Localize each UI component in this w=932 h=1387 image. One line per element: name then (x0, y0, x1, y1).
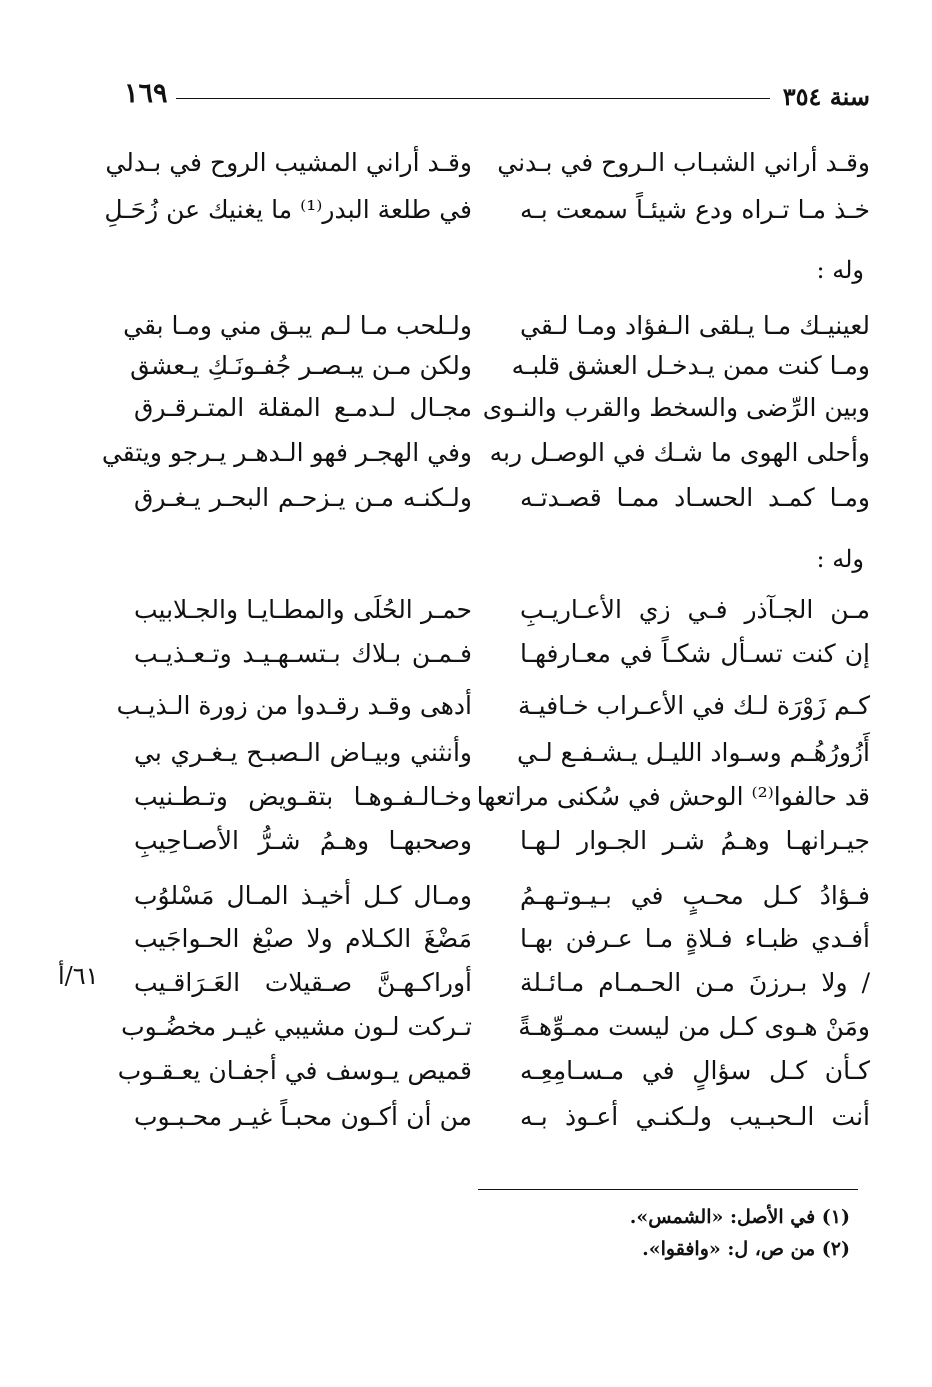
verse-first-hemistich: أَزُورُهُـم وسـواد الليـل يـشـفـع لـي (516, 738, 870, 767)
verse-first-hemistich: كـأن كـل سؤالٍ في مـسـامِعِـه (520, 1056, 870, 1085)
manuscript-folio-marker: ٦١/أ (58, 962, 99, 990)
verse-first-hemistich: لعينيـك مـا يـلقى الـفؤاد ومـا لـقي (520, 311, 870, 340)
verse-second-hemistich: حمـر الحُلَى والمطـايـا والجـلابيب (134, 595, 472, 624)
verse-second-hemistich: مَضْغَ الكـلام ولا صبْغ الحـواجَيب (134, 924, 472, 953)
verse-first-hemistich: وبين الرِّضى والسخط والقرب والنـوى (482, 393, 870, 422)
verse-second-hemistich: فـمـن بـلاك بـتسـهـيـد وتـعـذيـب (134, 639, 472, 668)
verse-first-hemistich: خـذ مـا تـراه ودع شيئـاً سمعت بـه (520, 195, 870, 224)
verse-second-hemistich: وخـالـفـوهـا بتقـويض وتـطـنيب (134, 782, 472, 811)
verse-second-hemistich: وأنثني وبيـاض الـصبـح يـغـري بي (134, 738, 472, 767)
verse-second-hemistich: مجـال لـدمـع المقلة المتـرقـرق (134, 393, 472, 422)
verse-second-hemistich: أوراكـهـنَّ صـقيلات العَـرَاقـيب (134, 968, 472, 997)
verse-first-hemistich: ومَنْ هـوى كـل من ليست ممـوِّهـةً (518, 1012, 870, 1041)
verse-first-hemistich: كـم زَوْرَة لـك في الأعـراب خـافيـة (517, 691, 870, 720)
verse-first-hemistich: وأحلى الهوى ما شـك في الوصـل ربه (489, 438, 870, 467)
verse-first-hemistich: فـؤادُ كـل محـبٍ في بـيـوتـهـمُ (520, 881, 870, 910)
verse-second-hemistich: من أن أكـون محبـاً غيـر محـبـوب (134, 1102, 472, 1131)
verse-second-hemistich: وقـد أراني المشيب الروح في بـدلي (105, 148, 472, 177)
verse-second-hemistich: وصحبهـا وهـمُ شـرُّ الأصـاحِيبِ (134, 826, 472, 855)
running-title: سنة ٣٥٤ (782, 82, 870, 111)
page-number: ١٦٩ (124, 78, 168, 109)
verse-first-hemistich: جيـرانهـا وهـمُ شـر الجـوار لـهـا (520, 826, 870, 855)
verse-first-hemistich: ومـا كمـد الحسـاد ممـا قصـدتـه (520, 483, 870, 512)
verse-first-hemistich: أفـدي ظبـاء فـلاةٍ مـا عـرفن بهـا (520, 924, 870, 953)
verse-first-hemistich: قد حالفوا⁽²⁾ الوحش في سُكنى مراتعها (476, 782, 870, 811)
verse-first-hemistich: أنت الـحبـيب ولـكنـي أعـوذ بـه (520, 1102, 870, 1131)
header-rule (176, 98, 770, 99)
verse-second-hemistich: ولكن مـن يبـصـر جُفـونَـكِ يـعشق (130, 351, 472, 380)
page-header (110, 78, 870, 118)
verse-first-hemistich: مـن الجـآذر فـي زي الأعـاريـبِ (520, 595, 870, 624)
verse-second-hemistich: في طلعة البدر⁽¹⁾ ما يغنيك عن زُحَـلِ (104, 195, 472, 224)
verse-first-hemistich: / ولا بـرزنَ مـن الحـمـام مـائـلة (520, 968, 870, 997)
section-label: وله : (816, 256, 864, 284)
verse-second-hemistich: ومـال كـل أخيـذ المـال مَسْلوُب (134, 881, 472, 910)
section-label: وله : (816, 545, 864, 573)
verse-second-hemistich: ولـلحب مـا لـم يبـق مني ومـا بقي (123, 311, 472, 340)
verse-second-hemistich: تـركت لـون مشيبي غيـر مخضُـوب (121, 1012, 472, 1041)
footnote: (٢) من ص، ل: «وافقوا». (642, 1238, 850, 1260)
verse-first-hemistich: وقـد أراني الشبـاب الـروح في بـدني (497, 148, 870, 177)
footnote-separator (478, 1189, 858, 1190)
footnote: (١) في الأصل: «الشمس». (629, 1206, 850, 1228)
verse-first-hemistich: إن كنت تسـأل شكـاً في معـارفهـا (520, 639, 870, 668)
verse-first-hemistich: ومـا كنت ممن يـدخـل العشق قلبـه (511, 351, 870, 380)
verse-second-hemistich: ولـكنـه مـن يـزحـم البحـر يـغـرق (134, 483, 472, 512)
verse-second-hemistich: وفي الهجـر فهو الـدهـر يـرجو ويتقي (101, 438, 472, 467)
verse-second-hemistich: أدهى وقـد رقـدوا من زورة الـذيـب (116, 691, 472, 720)
verse-second-hemistich: قميص يـوسف في أجفـان يعـقـوب (117, 1056, 472, 1085)
